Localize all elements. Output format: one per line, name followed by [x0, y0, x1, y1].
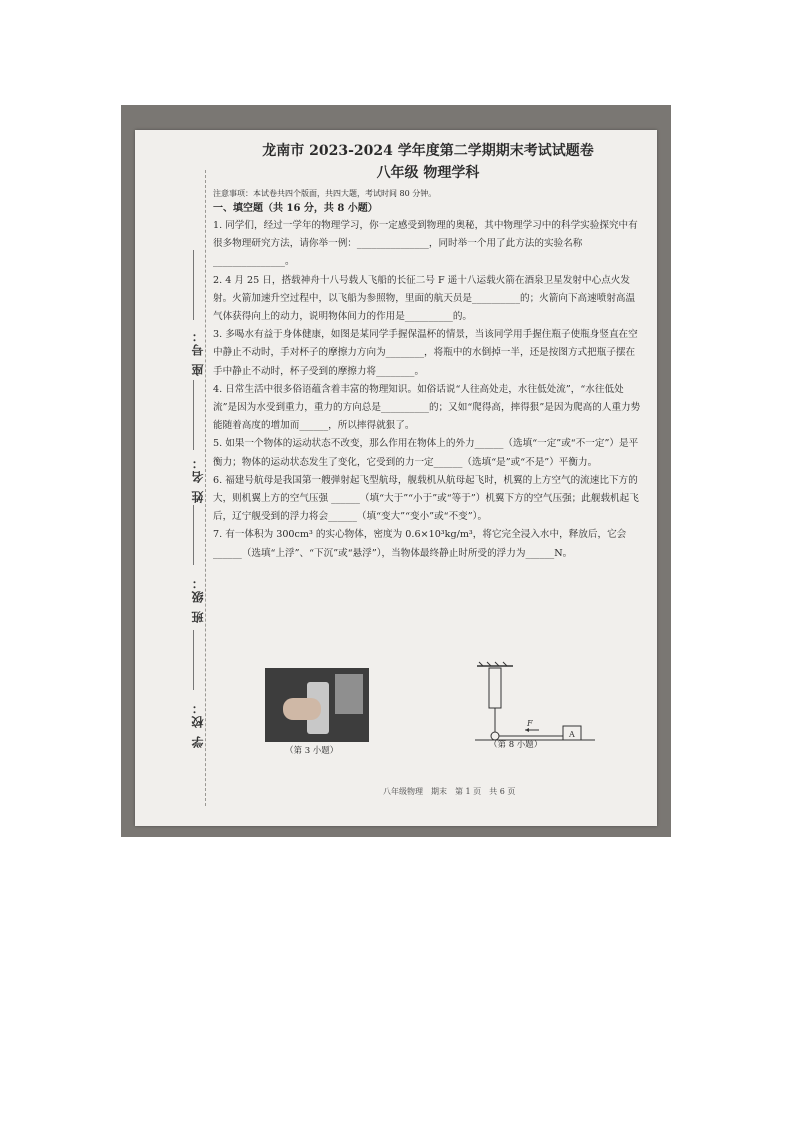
name-label: 姓 名： — [191, 455, 205, 504]
spring-scale — [489, 668, 501, 708]
seat-label: 座 号： — [191, 328, 205, 377]
exam-title: 龙南市 2023-2024 学年度第二学期期末考试试题卷 — [262, 143, 594, 159]
name-line — [193, 380, 194, 450]
exam-sheet — [135, 130, 657, 826]
hand — [283, 698, 321, 720]
question-5: 5. 如果一个物体的运动状态不改变，那么作用在物体上的外力______（选填“一定”或“不一定”）是平衡力；物体的运动状态发生了变化，它受到的力一定______（选填“是”或“不是”）平衡力。 — [213, 438, 639, 468]
question-7: 7. 有一体积为 300cm³ 的实心物体，密度为 0.6×10³kg/m³，将它完全浸入水中，释放后，它会______（选填“上浮”、“下沉”或“悬浮”），当物体最终静止时所受的浮力为______N。 — [213, 529, 627, 559]
binding-dash-line — [205, 170, 206, 806]
photo-background-object — [335, 674, 363, 714]
exam-subtitle: 八年级 物理学科 — [376, 165, 480, 181]
figures-row — [265, 660, 645, 780]
page-footer: 八年级物理 期末 第 1 页 共 6 页 — [383, 787, 516, 796]
school-label: 学 校： — [191, 700, 205, 749]
question-4: 4. 日常生活中很多俗语蕴含着丰富的物理知识。如俗话说“人往高处走，水往低处流”，“水往低处流”是因为水受到重力，重力的方向总是__________的；又如“爬得高，摔得狠”是因为爬高的人重力势能随着高度的增加而______，所以摔得就狠了。 — [213, 383, 641, 432]
class-label: 班 级： — [191, 575, 205, 624]
school-line — [193, 630, 194, 690]
photo-background — [121, 105, 671, 837]
question-2: 2. 4 月 25 日，搭载神舟十八号载人飞船的长征二号 F 遥十八运载火箭在酒泉卫星发射中心点火发射。火箭加速升空过程中，以飞船为参照物，里面的航天员是__________的；火箭向下高速喷射高温气体获得向上的动力，说明物体间力的作用是__________的。 — [213, 274, 636, 323]
class-line — [193, 505, 194, 565]
exam-notice: 注意事项：本试卷共四个版面，共四大题，考试时间 80 分钟。 — [213, 189, 437, 198]
question-6: 6. 福建号航母是我国第一艘弹射起飞型航母，舰载机从航母起飞时，机翼的上方空气的流速比下方的大，则机翼上方的空气压强 ______（填“大于”“小于”或“等于”）机翼下方的空气压强；此舰载机起飞后，辽宁舰受到的浮力将会______（填“变大”“变小”或“不变”）。 — [213, 474, 639, 523]
seat-line — [193, 250, 194, 320]
question-1: 1. 同学们，经过一学年的物理学习，你一定感受到物理的奥秘，其中物理学习中的科学实验探究中有很多物理研究方法，请你举一例：_______________，同时举一个用了此方法的实验名称_______________。 — [213, 220, 638, 268]
force-label: F — [527, 719, 533, 728]
figure-3-photo — [265, 668, 369, 742]
figure-3-caption: （第 3 小题） — [285, 746, 339, 756]
section-title: 一、填空题（共 16 分，共 8 小题） — [213, 203, 378, 214]
question-3: 3. 多喝水有益于身体健康，如图是某同学手握保温杯的情景，当该同学用手握住瓶子使瓶身竖直在空中静止不动时，手对杯子的摩擦力方向为________，将瓶中的水倒掉一半，还是按图方式把瓶子摆在手中静止不动时，杯子受到的摩擦力将________。 — [213, 329, 638, 377]
binding-margin — [135, 130, 207, 826]
figure-8-caption: （第 8 小题） — [489, 740, 543, 750]
block-a-label: A — [569, 730, 575, 739]
force-arrowhead — [525, 728, 529, 732]
exam-content — [213, 136, 643, 563]
